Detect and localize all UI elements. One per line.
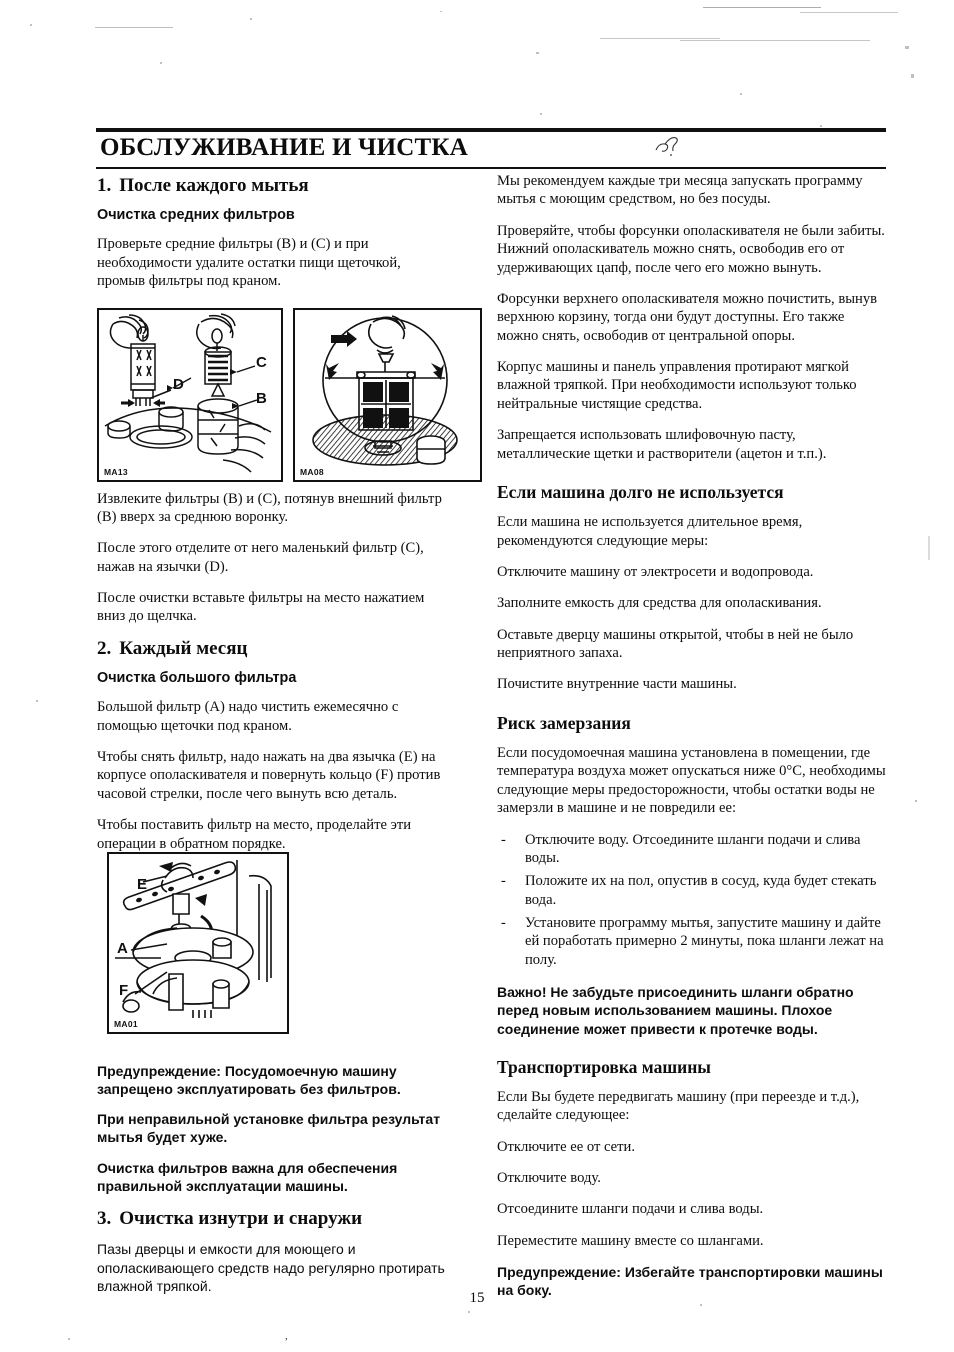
transport-para-4: Отсоедините шланги подачи и слива воды. (497, 1201, 764, 1218)
figure-ma01-label-a: A (117, 940, 128, 957)
section-1-para-1: Проверьте средние фильтры (B) и (C) и при необходимости удалите остатки пищи щеточкой, промыв фильтры под краном. (97, 236, 401, 290)
transport-para-2: Отключите ее от сети. (497, 1138, 635, 1155)
freeze-bullet-list (497, 831, 887, 970)
section-2-heading (97, 639, 449, 660)
section-3-para-1: Пазы дверцы и емкости для моющего и ополаскивающего средств надо регулярно протирать влажной тряпкой. (97, 1240, 445, 1295)
section-1-para-3: После этого отделите от него маленький фильтр (C), нажав на язычки (D). (97, 540, 424, 575)
figure-ma13-middle-filters (97, 308, 283, 482)
transport-para-5: Переместите машину вместе со шлангами. (497, 1232, 764, 1249)
right-para-5: Запрещается использовать шлифовочную пасту, металлические щетки и растворители (ацетон и т.п.). (497, 427, 827, 462)
unused-heading: Если машина долго не используется (497, 481, 784, 502)
bullet-marker: - (501, 915, 506, 931)
unused-para-4: Оставьте дверцу машины открытой, чтобы в ней не было неприятного запаха. (497, 626, 854, 661)
section-2-para-3: Чтобы поставить фильтр на место, проделайте эти операции в обратном порядке. (97, 817, 412, 852)
transport-warning: Предупреждение: Избегайте транспортировки машины на боку. (497, 1264, 883, 1299)
section-2-warning-1: Предупреждение: Посудомоечную машину запрещено эксплуатировать без фильтров. (97, 1062, 401, 1098)
figure-ma13-label-d: D (173, 376, 184, 393)
bullet-text: Положите их на пол, опустив в сосуд, куда будет стекать вода. (525, 873, 877, 908)
freeze-important-note: Важно! Не забудьте присоединить шланги обратно перед новым использованием машины. Плохое соединение может привести к протечке воды. (497, 984, 854, 1037)
figure-ma08-code: MA08 (300, 467, 324, 477)
figure-ma01-label-f: F (119, 982, 129, 999)
right-para-3: Форсунки верхнего ополаскивателя можно почистить, вынув верхнюю корзину, тогда они будут доступны. Его также можно снять, освободив от центральной опоры. (497, 290, 878, 344)
freeze-heading: Риск замерзания (497, 712, 631, 733)
section-2-title: Каждый месяц (119, 637, 248, 659)
section-3-title: Очистка изнутри и снаружи (119, 1208, 363, 1230)
section-2-para-1: Большой фильтр (A) надо чистить ежемесячно с помощью щеточки под краном. (97, 699, 399, 734)
right-para-4: Корпус машины и панель управления протирают мягкой влажной тряпкой. При необходимости используют только нейтральные чистящие средства. (497, 359, 857, 412)
bullet-text: Отключите воду. Отсоедините шланги подачи и слива воды. (525, 831, 861, 866)
figure-ma08-filter-insert (293, 308, 482, 482)
bullet-marker: - (501, 873, 506, 890)
section-3-number: 3. (97, 1208, 112, 1230)
section-2-warning-2: При неправильной установке фильтра результат мытья будет хуже. (97, 1111, 441, 1146)
right-column (497, 172, 887, 1312)
section-2-subheading: Очистка большого фильтра (97, 669, 297, 686)
list-item (497, 872, 887, 909)
page-title: ОБСЛУЖИВАНИЕ И ЧИСТКА (100, 134, 468, 161)
section-1-number: 1. (97, 175, 112, 196)
transport-para-3: Отключите воду. (497, 1170, 601, 1187)
list-item (497, 914, 887, 969)
footer-speckle: , (285, 1330, 288, 1342)
section-1-heading (97, 176, 449, 197)
figure-ma01-code: MA01 (114, 1019, 138, 1029)
figure-ma13-label-c: C (256, 354, 267, 371)
page-number: 15 (469, 1290, 485, 1306)
section-2-warning-3: Очистка фильтров важна для обеспечения правильной эксплуатации машины. (97, 1159, 398, 1194)
section-1-para-4: После очистки вставьте фильтры на место нажатием вниз до щелчка. (97, 590, 425, 625)
section-1-subheading: Очистка средних фильтров (97, 206, 295, 223)
transport-para-1: Если Вы будете передвигать машину (при переезде и т.д.), сделайте следующее: (497, 1088, 860, 1124)
section-3-heading (97, 1209, 449, 1230)
right-para-1: Мы рекомендуем каждые три месяца запускать программу мытья с моющим средством, но без посуды. (497, 173, 863, 208)
figure-ma01-label-e: E (137, 876, 148, 893)
unused-para-5: Почистите внутренние части машины. (497, 676, 737, 693)
unused-para-2: Отключите машину от электросети и водопровода. (497, 563, 814, 580)
title-rule-bottom (96, 167, 886, 169)
list-item (497, 831, 887, 868)
section-1-para-2: Извлеките фильтры (B) и (C), потянув внешний фильтр (B) вверх за среднюю воронку. (97, 490, 442, 525)
figure-ma13-code: MA13 (104, 467, 128, 477)
section-2-number: 2. (97, 637, 112, 659)
section-2-para-2: Чтобы снять фильтр, надо нажать на два язычка (E) на корпусе ополаскивателя и повернуть кольцо (F) против часовой стрелки, после чего вынуть всю деталь. (97, 749, 441, 802)
figure-ma01-large-filter (107, 852, 289, 1034)
figure-ma13-label-b: B (256, 390, 267, 407)
right-para-2: Проверяйте, чтобы форсунки ополаскивателя не были забиты. Нижний ополаскиватель можно снять, освободив его от удерживающих цапф, после чего его можно вынуть. (497, 222, 885, 276)
unused-para-1: Если машина не используется длительное время, рекомендуются следующие меры: (497, 514, 803, 549)
page-title-block (96, 128, 886, 169)
transport-heading: Транспортировка машины (497, 1056, 711, 1077)
unused-para-3: Заполните емкость для средства для ополаскивания. (497, 595, 822, 612)
bullet-text: Установите программу мытья, запустите машину и дайте ей поработать примерно 2 минуты, пока шланги лежат на полу. (525, 915, 884, 968)
freeze-intro: Если посудомоечная машина установлена в помещении, где температура воздуха может опускаться ниже 0°C, необходимы следующие меры предосторожности, чтобы остатки воды не замерзли в машине и не повредили ее: (497, 745, 886, 817)
section-1-title: После каждого мытья (119, 175, 309, 196)
bullet-marker: - (501, 831, 506, 848)
